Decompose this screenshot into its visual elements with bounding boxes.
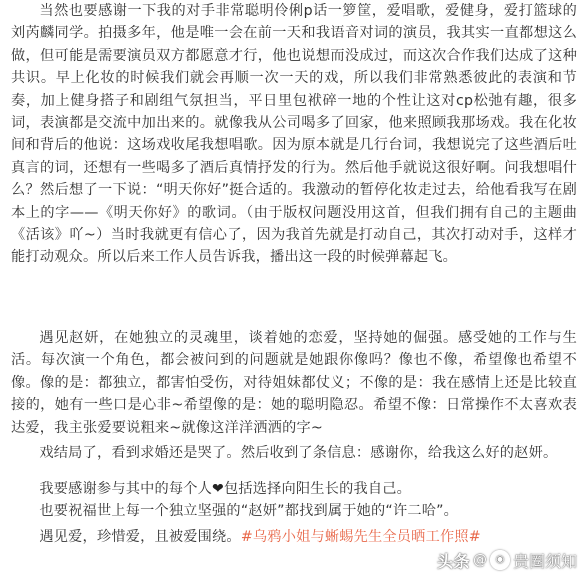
watermark-at: @ <box>472 552 487 568</box>
closing-text: 遇见爱，珍惜爱，且被爱围绕。 <box>39 529 241 545</box>
paragraph-ending: 戏结局了，看到求婚还是哭了。然后收到了条信息：感谢你，给我这么好的赵妍。 <box>39 445 558 461</box>
paragraph-meeting-zhao-yan: 遇见赵妍，在她独立的灵魂里，谈着她的恋爱，坚持她的倔强。感受她的工作与生活。每次演一个角色，都会被问到的问题就是她跟你像吗？像也不像，希望像也希望不像。像的是：都独立，都害怕受伤，对待姐妹都仗义；不像的是：我在感情上还是比较直接的，她有一些口是心非~希望像的是：她的聪明隐忍。希望不像：日常操作不太喜欢表达爱，我主张爱要说粗来~就像这洋洋洒洒的字~ <box>11 330 577 436</box>
watermark-account: 贵圈须知 <box>512 551 577 571</box>
heart-icon: ❤ <box>212 481 224 497</box>
thanks-everyone-text: 我要感谢参与其中的每个人 <box>39 481 213 497</box>
thanks-myself-text: 包括选择向阳生长的我自己。 <box>223 481 412 497</box>
camera-lens-icon: ◉ <box>490 550 510 570</box>
watermark <box>437 546 577 574</box>
paragraph-opponent-thanks: 当然也要感谢一下我的对手非常聪明伶俐p话一箩筐，爱唱歌，爱健身，爱打篮球的刘芮麟同学。拍摄多年，他是唯一会在前一天和我语音对词的演员，我其实一直都想这么做，但可能是需要演员双方都愿意才行，他也说想而没成过，而这次合作我们达成了这种共识。早上化妆的时候我们就会再顺一次一天的戏，所以我们非常熟悉彼此的表演和节奏，加上健身搭子和剧组气氛担当，平日里包袱碎一地的个性让这对cp松弛有趣，很多词，表演都是交流中加出来的。就像我从公司喝多了回家，他来照顾我那场戏。我在化妆间和背后的他说：这场戏收尾我想唱歌。因为原本就是几行台词，我想说完了这些酒后吐真言的词，还想有一些喝多了酒后真情抒发的行为。然后他手就说这很好啊。问我想唱什么？然后想了一下说：“明天你好”挺合适的。我激动的暂停化妆走过去，给他看我写在剧本上的字——《明天你好》的歌词。（由于版权问题没用这首，但我们拥有自己的主题曲《活该》吖~）当时我就更有信心了，因为我首先就是打动自己，其次打动对手，这样才能打动观众。所以后来工作人员告诉我，播出这一段的时候弹幕起飞。 <box>11 3 577 266</box>
paragraph-blessing: 也要祝福世上每一个独立坚强的“赵妍”都找到属于她的“许二哈”。 <box>39 503 459 519</box>
paragraph-thanks-everyone <box>11 478 577 500</box>
hashtag-link[interactable]: #乌鸦小姐与蜥蜴先生全员晒工作照# <box>240 529 481 545</box>
watermark-platform: 头条 <box>436 551 470 571</box>
